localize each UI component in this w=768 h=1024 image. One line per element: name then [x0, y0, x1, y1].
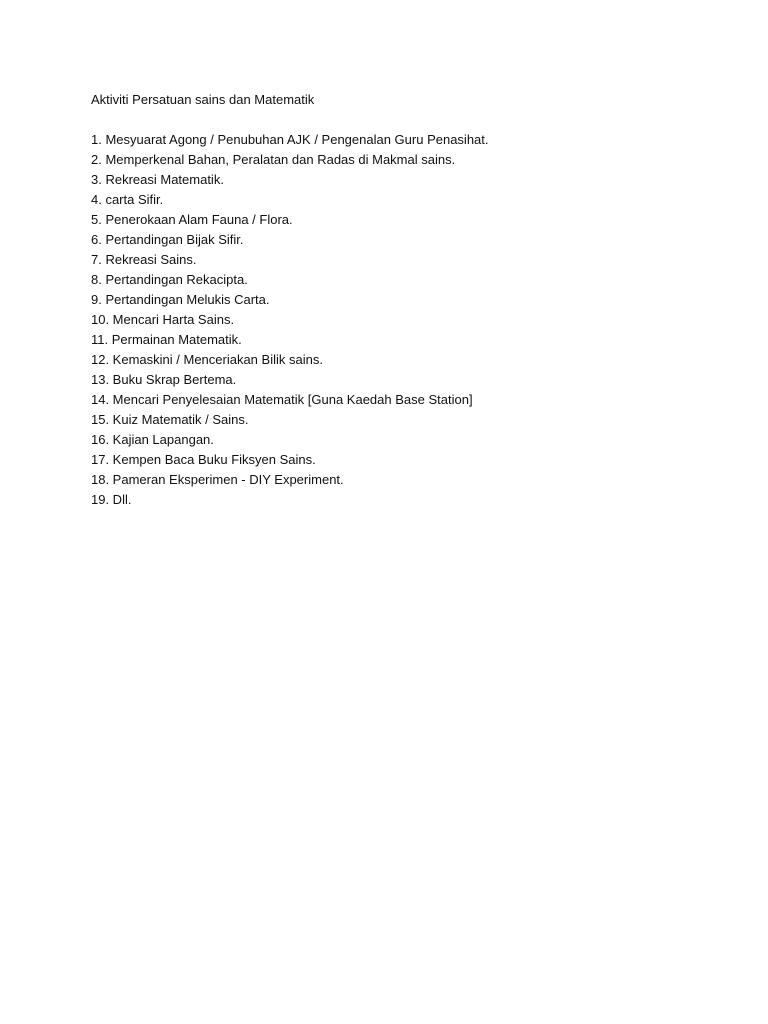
- list-item: 17. Kempen Baca Buku Fiksyen Sains.: [91, 452, 316, 467]
- list-item: 8. Pertandingan Rekacipta.: [91, 272, 248, 287]
- document-title: Aktiviti Persatuan sains dan Matematik: [91, 92, 315, 107]
- list-item: 12. Kemaskini / Menceriakan Bilik sains.: [91, 352, 323, 367]
- list-item: 1. Mesyuarat Agong / Penubuhan AJK / Pengenalan Guru Penasihat.: [91, 132, 489, 147]
- list-item: 9. Pertandingan Melukis Carta.: [91, 292, 270, 307]
- list-item: 15. Kuiz Matematik / Sains.: [91, 412, 249, 427]
- list-item: 7. Rekreasi Sains.: [91, 252, 197, 267]
- activity-list: [91, 130, 489, 510]
- list-item: 2. Memperkenal Bahan, Peralatan dan Radas di Makmal sains.: [91, 152, 456, 167]
- list-item: 11. Permainan Matematik.: [91, 332, 242, 347]
- list-item: 13. Buku Skrap Bertema.: [91, 372, 237, 387]
- list-item: 3. Rekreasi Matematik.: [91, 172, 224, 187]
- list-item: 10. Mencari Harta Sains.: [91, 312, 235, 327]
- list-item: 4. carta Sifir.: [91, 192, 164, 207]
- list-item: 6. Pertandingan Bijak Sifir.: [91, 232, 244, 247]
- list-item: 5. Penerokaan Alam Fauna / Flora.: [91, 212, 293, 227]
- list-item: 19. Dll.: [91, 492, 132, 507]
- list-item: 16. Kajian Lapangan.: [91, 432, 214, 447]
- list-item: 18. Pameran Eksperimen - DIY Experiment.: [91, 472, 344, 487]
- list-item: 14. Mencari Penyelesaian Matematik [Guna Kaedah Base Station]: [91, 392, 473, 407]
